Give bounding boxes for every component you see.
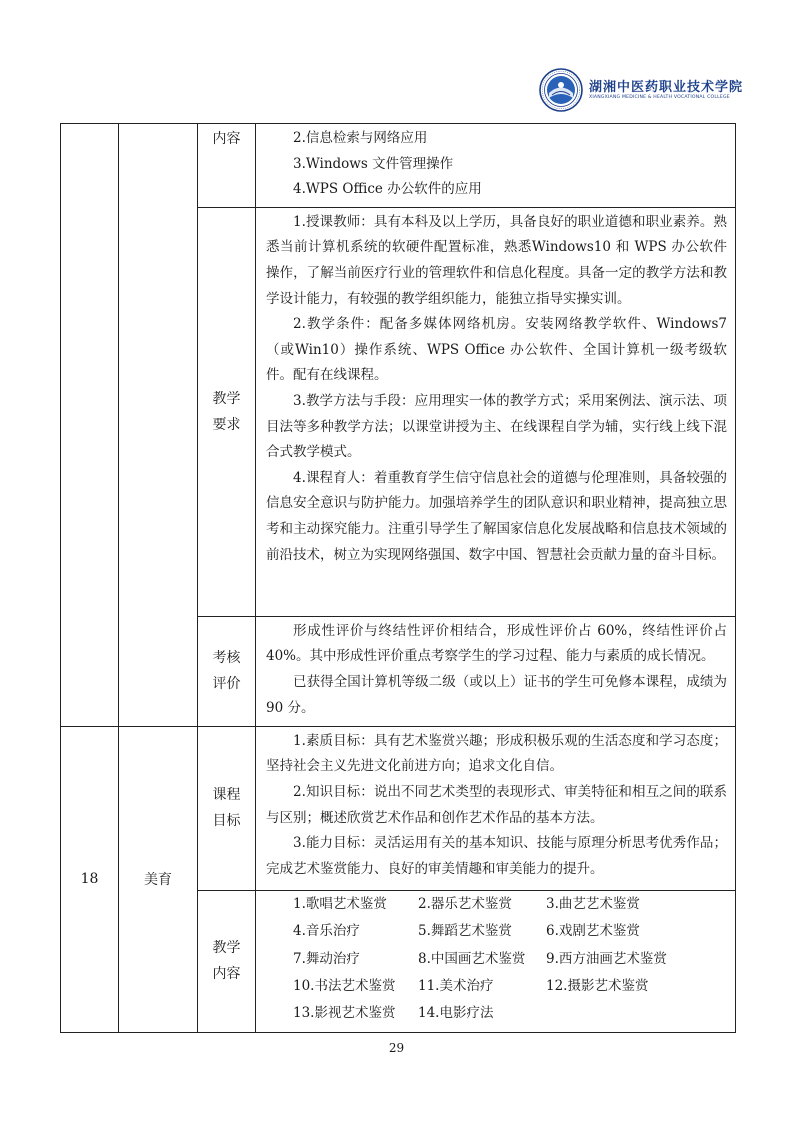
paragraph: 1.授课教师：具有本科及以上学历，具备良好的职业道德和职业素养。熟悉当前计算机系统的软硬件配置标准，熟悉Windows10 和 WPS 办公软件操作，了解当前医疗行业的管理软件和信息化程度。具备一定的教学方法和教学设计能力，有较强的教学组织能力，能独立指导实操实训。 <box>266 213 727 307</box>
row-label-content: 内容 <box>198 124 256 208</box>
requirements-cell <box>256 207 736 616</box>
college-logo <box>539 68 744 114</box>
row-label-requirements: 教学 要求 <box>198 207 256 616</box>
paragraph: 2.知识目标：说出不同艺术类型的表现形式、审美特征和相互之间的联系与区别；概述欣赏艺术作品和创作艺术作品的基本方法。 <box>266 783 727 826</box>
list-item: 4.WPS Office 办公软件的应用 <box>293 181 482 198</box>
school-name-cn: 湖湘中医药职业技术学院 <box>589 80 744 95</box>
row-label-teaching-content: 教学 内容 <box>198 890 256 1032</box>
row-label-evaluation: 考核 评价 <box>198 616 256 726</box>
school-name-en: XIANGXIANG MEDICINE & HEALTH VOCATIONAL COLLEGE <box>589 95 730 100</box>
list-item: 10.书法艺术鉴赏 <box>293 978 396 994</box>
content-grid <box>266 891 727 1028</box>
list-item: 4.音乐治疗 <box>293 923 360 940</box>
row-label-goals: 课程 目标 <box>198 726 256 890</box>
course-number-cell-cont <box>61 124 119 727</box>
content-items-cell <box>256 124 736 208</box>
list-item: 7.舞动治疗 <box>293 950 360 967</box>
list-item: 8.中国画艺术鉴赏 <box>418 950 526 967</box>
list-item: 1.歌唱艺术鉴赏 <box>293 895 387 912</box>
teaching-content-cell <box>256 890 736 1032</box>
table-row <box>61 124 736 208</box>
list-item: 6.戏剧艺术鉴赏 <box>546 923 640 940</box>
paragraph: 4.课程育人：着重教育学生信守信息社会的道德与伦理准则，具备较强的信息安全意识与防护能力。加强培养学生的团队意识和职业精神，提高独立思考和主动探究能力。注重引导学生了解国家信息化发展战略和信息技术领域的前沿技术，树立为实现网络强国、数字中国、智慧社会贡献力量的奋斗目标。 <box>266 469 727 563</box>
table-row <box>61 726 736 890</box>
list-item: 5.舞蹈艺术鉴赏 <box>418 923 512 940</box>
goals-cell <box>256 726 736 890</box>
course-name-cell-cont <box>119 124 198 727</box>
list-item: 2.器乐艺术鉴赏 <box>418 895 512 912</box>
paragraph: 3.能力目标：灵活运用有关的基本知识、技能与原理分析思考优秀作品；完成艺术鉴赏能力、良好的审美情趣和审美能力的提升。 <box>266 835 727 877</box>
list-item: 12.摄影艺术鉴赏 <box>546 978 649 994</box>
course-table <box>60 123 736 1033</box>
course-number: 18 <box>61 726 119 1032</box>
paragraph: 形成性评价与终结性评价相结合，形成性评价占 60%，终结性评价占 40%。其中形成性评价重点考察学生的学习过程、能力与素质的成长情况。 <box>266 622 727 665</box>
course-name: 美育 <box>119 726 198 1032</box>
list-item: 3.曲艺艺术鉴赏 <box>546 895 640 912</box>
paragraph: 3.教学方法与手段：应用理实一体的教学方式；采用案例法、演示法、项目法等多种教学方法；以课堂讲授为主、在线课程自学为辅，实行线上线下混合式教学模式。 <box>266 392 727 461</box>
paragraph: 2.教学条件：配备多媒体网络机房。安装网络教学软件、Windows7（或Win10）操作系统、WPS Office 办公软件、全国计算机一级考级软件。配有在线课程。 <box>266 316 727 384</box>
college-seal-icon <box>539 68 583 112</box>
paragraph: 已获得全国计算机等级二级（或以上）证书的学生可免修本课程，成绩为 90 分。 <box>266 673 727 716</box>
page-number: 29 <box>388 1041 405 1055</box>
list-item: 11.美术治疗 <box>418 978 494 994</box>
evaluation-cell <box>256 616 736 726</box>
list-item: 14.电影疗法 <box>418 1005 494 1022</box>
list-item: 2.信息检索与网络应用 <box>293 130 428 146</box>
list-item: 13.影视艺术鉴赏 <box>293 1005 396 1022</box>
list-item: 9.西方油画艺术鉴赏 <box>546 950 667 967</box>
list-item: 3.Windows 文件管理操作 <box>293 155 454 172</box>
paragraph: 1.素质目标：具有艺术鉴赏兴趣；形成积极乐观的生活态度和学习态度；坚持社会主义先进文化前进方向；追求文化自信。 <box>266 732 727 775</box>
